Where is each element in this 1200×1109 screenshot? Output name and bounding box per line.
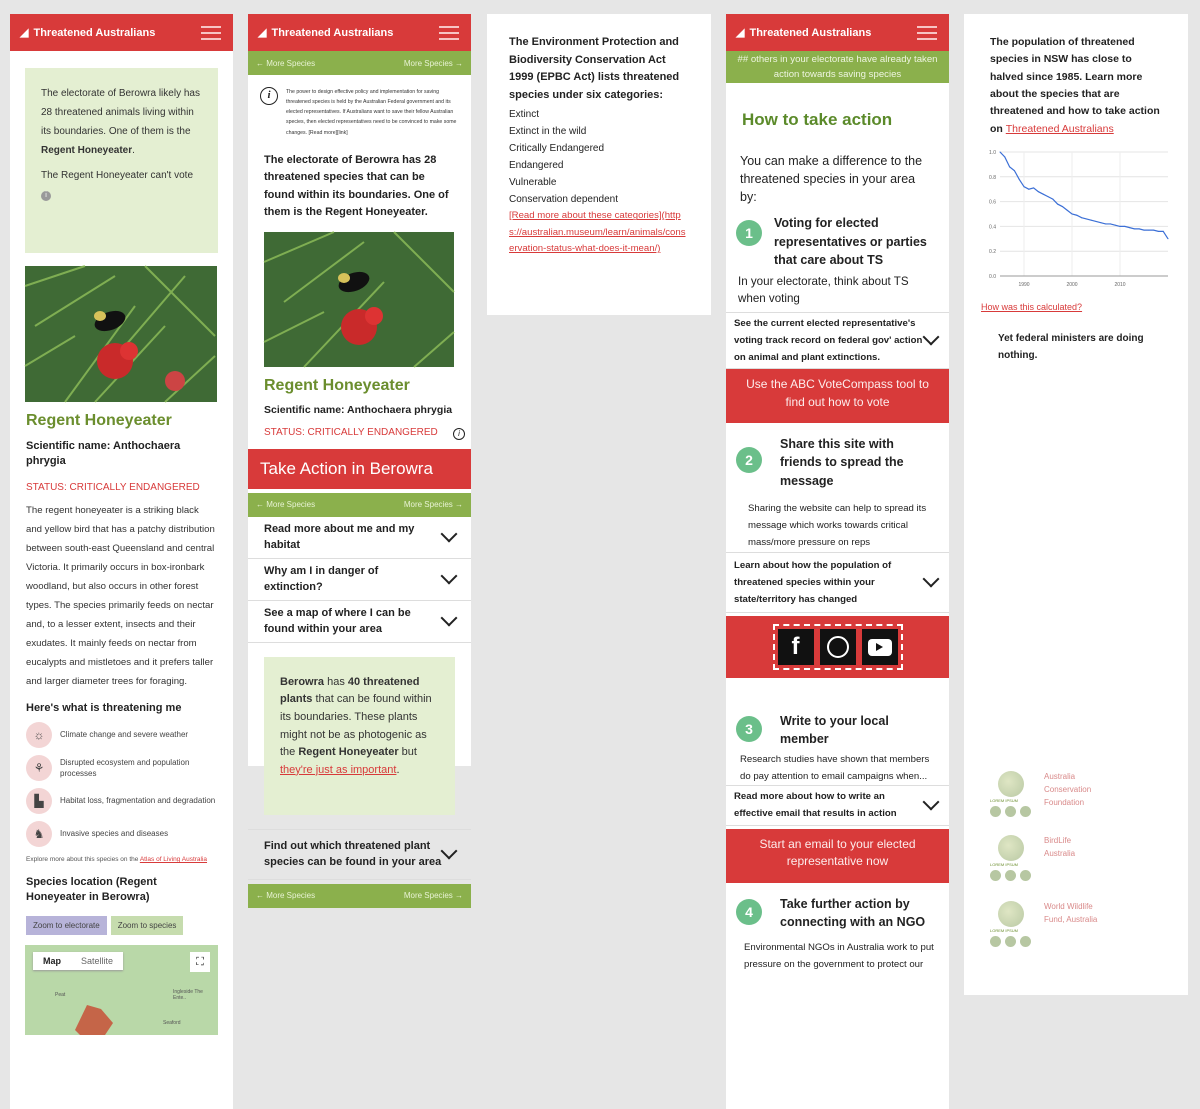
accordion-voting-record[interactable] bbox=[726, 312, 949, 370]
plants-link[interactable]: they're just as important bbox=[280, 763, 397, 776]
intro-text: The population of threatened species in NSW has close to halved since 1985. Learn more about the species that are threatened and how to take action on bbox=[990, 36, 1160, 135]
data-point bbox=[1153, 230, 1154, 231]
status-info-icon[interactable]: i bbox=[453, 428, 465, 440]
hamburger-menu-icon[interactable] bbox=[439, 26, 459, 40]
data-point bbox=[1009, 166, 1010, 167]
section-intro: You can make a difference to the threatened species in your area by: bbox=[740, 154, 923, 205]
data-point bbox=[1115, 225, 1116, 226]
step-title: Write to your local member bbox=[780, 714, 889, 747]
step-text: Sharing the website can help to spread its message which works towards critical mass/more pressure on reps bbox=[748, 502, 927, 549]
y-tick-label: 0.6 bbox=[989, 199, 996, 206]
data-point bbox=[1096, 221, 1097, 222]
next-species-link[interactable]: More Species → bbox=[403, 58, 463, 68]
data-point bbox=[1086, 218, 1087, 219]
data-point bbox=[1129, 227, 1130, 228]
category-item: Conservation dependent bbox=[509, 194, 618, 206]
data-point bbox=[1148, 230, 1149, 231]
accordion-email-tips[interactable] bbox=[726, 785, 949, 826]
data-point bbox=[1081, 217, 1082, 218]
top-bar bbox=[10, 14, 233, 51]
accordion-item[interactable] bbox=[248, 601, 471, 643]
explore-more bbox=[26, 855, 217, 865]
step-number: 4 bbox=[736, 899, 762, 925]
globe-icon bbox=[998, 771, 1024, 797]
data-point bbox=[1120, 226, 1121, 227]
plants-text: but bbox=[398, 746, 417, 759]
chevron-down-icon bbox=[923, 571, 940, 588]
logo-icon: ◢ bbox=[258, 27, 267, 39]
step-4 bbox=[726, 883, 949, 931]
action-count-banner: ## others in your electorate have already taken action towards saving species bbox=[726, 51, 949, 83]
data-point bbox=[1139, 228, 1140, 229]
status-badge: STATUS: CRITICALLY ENDANGERED bbox=[264, 426, 438, 438]
data-point bbox=[1134, 228, 1135, 229]
ngo-item[interactable] bbox=[988, 835, 1104, 891]
plants-count: 40 threatened plants bbox=[280, 675, 420, 706]
x-tick-label: 2010 bbox=[1114, 282, 1126, 288]
step-title: Voting for elected representatives or parties that care about TS bbox=[774, 216, 927, 267]
hamburger-menu-icon[interactable] bbox=[201, 26, 221, 40]
step-number: 3 bbox=[736, 716, 762, 742]
threat-label: Climate change and severe weather bbox=[60, 730, 189, 740]
y-tick-label: 0.8 bbox=[989, 174, 996, 181]
ngo-name[interactable]: World Wildlife Fund, Australia bbox=[1044, 902, 1098, 924]
threat-label: Habitat loss, fragmentation and degradation bbox=[60, 796, 216, 806]
species-nav bbox=[248, 884, 471, 908]
data-point bbox=[1076, 215, 1077, 216]
start-email-button[interactable]: Start an email to your elected representative now bbox=[726, 829, 949, 883]
fullscreen-icon[interactable]: ⛶ bbox=[190, 952, 210, 972]
categories-link[interactable]: [Read more about these categories](https://australian.museum/learn/animals/conservation-status-what-does-it-mean/) bbox=[509, 210, 686, 254]
ngo-logo bbox=[988, 901, 1032, 957]
step-title: Share this site with friends to spread the message bbox=[780, 437, 904, 488]
species-description: The regent honeyeater is a striking black and yellow bird that has a patchy distribution between south-east Queensland and central Victoria. It primarily occurs in box-ironbark woodland, but also occurs in other forest types. The species primarily feeds on nectar and, to a lesser extent, insects and their exudates. It mainly feeds on nectar from eucalypts and mistletoes and it prefers taller and larger diameter trees for foraging. bbox=[26, 504, 215, 687]
accordion-list bbox=[248, 517, 471, 643]
data-point bbox=[1100, 222, 1101, 223]
section-heading: How to take action bbox=[742, 110, 893, 129]
step-1 bbox=[726, 206, 949, 268]
step-3 bbox=[726, 678, 949, 748]
data-point bbox=[1019, 179, 1020, 180]
top-bar bbox=[726, 14, 949, 51]
threat-item bbox=[26, 821, 217, 847]
logo-icon: ◢ bbox=[20, 27, 29, 39]
app-title: Threatened Australians bbox=[271, 26, 394, 39]
ngo-list bbox=[988, 771, 1104, 967]
accordion-item[interactable] bbox=[248, 517, 471, 559]
share-bar bbox=[726, 616, 949, 678]
top-bar bbox=[248, 14, 471, 51]
plants-text: has bbox=[324, 675, 348, 688]
x-tick-label: 2000 bbox=[1066, 282, 1078, 288]
app-title: Threatened Australians bbox=[749, 26, 872, 39]
location-heading: Species location (Regent Honeyeater in Berowra) bbox=[26, 875, 157, 904]
data-point bbox=[1014, 170, 1015, 171]
electorate-name: Berowra bbox=[280, 675, 325, 688]
chevron-down-icon bbox=[441, 610, 458, 627]
logo-caption: LOREM IPSUM bbox=[990, 928, 1019, 933]
category-list bbox=[509, 106, 689, 208]
plants-end: . bbox=[396, 763, 400, 776]
threat-label: Invasive species and diseases bbox=[60, 829, 169, 839]
next-species-link[interactable]: More Species → bbox=[403, 500, 463, 510]
data-point bbox=[1072, 214, 1073, 215]
data-point bbox=[1067, 210, 1068, 211]
species-photo bbox=[25, 266, 217, 402]
category-item: Extinct bbox=[509, 109, 540, 121]
threat-item bbox=[26, 788, 217, 814]
youtube-icon[interactable] bbox=[862, 629, 898, 665]
accordion-population[interactable] bbox=[726, 552, 949, 614]
accordion-label: Read more about how to write an effective email that results in action bbox=[734, 791, 897, 820]
step-number: 2 bbox=[736, 447, 762, 473]
step-text: Research studies have shown that members do pay attention to email campaigns when... bbox=[740, 753, 930, 782]
step-text: Environmental NGOs in Australia work to put pressure on the government to protect our bbox=[744, 941, 934, 971]
prev-species-link[interactable]: ← More Species bbox=[256, 58, 316, 68]
category-item: Extinct in the wild bbox=[509, 126, 587, 138]
screen-how-to-act bbox=[726, 14, 949, 1109]
screen-population-trend bbox=[964, 14, 1188, 995]
threats-heading: Here's what is threatening me bbox=[26, 701, 182, 714]
data-point bbox=[1024, 186, 1025, 187]
explore-text: Explore more about this species on the bbox=[26, 856, 140, 864]
accordion-label: Why am I in danger of extinction? bbox=[264, 564, 379, 594]
status-badge: STATUS: CRITICALLY ENDANGERED bbox=[26, 481, 200, 493]
calculation-link[interactable]: How was this calculated? bbox=[981, 302, 1083, 312]
intro-species: Regent Honeyeater bbox=[41, 145, 133, 156]
data-point bbox=[1000, 152, 1001, 153]
data-point bbox=[1110, 223, 1111, 224]
brand[interactable] bbox=[736, 26, 871, 39]
logo-icon: ◢ bbox=[736, 27, 745, 39]
sun-icon: ☼ bbox=[26, 722, 52, 748]
logo-caption: LOREM IPSUM bbox=[990, 862, 1019, 867]
ngo-name[interactable]: Australia Conservation Foundation bbox=[1044, 772, 1092, 807]
data-point bbox=[1033, 187, 1034, 188]
hamburger-menu-icon[interactable] bbox=[917, 26, 937, 40]
species-nav bbox=[248, 51, 471, 75]
scientific-name: Scientific name: Anthochaera phrygia bbox=[26, 440, 181, 468]
accordion-plants[interactable] bbox=[248, 829, 471, 880]
data-point bbox=[1163, 231, 1164, 232]
data-point bbox=[1158, 231, 1159, 232]
step-number: 1 bbox=[736, 220, 762, 246]
logo-caption: LOREM IPSUM bbox=[990, 798, 1019, 803]
data-point bbox=[1144, 230, 1145, 231]
data-point bbox=[1048, 196, 1049, 197]
ngo-item[interactable] bbox=[988, 901, 1104, 957]
scientific-name: Scientific name: Anthochaera phrygia bbox=[264, 404, 453, 417]
population-intro bbox=[964, 14, 1188, 138]
bulldozer-icon: ▙ bbox=[26, 788, 52, 814]
threat-item bbox=[26, 755, 217, 781]
y-tick-label: 0.4 bbox=[989, 224, 996, 231]
step-text: In your electorate, think about TS when voting bbox=[738, 274, 909, 306]
votecompass-button[interactable]: Use the ABC VoteCompass tool to find out how to vote bbox=[726, 369, 949, 423]
data-point bbox=[1124, 226, 1125, 227]
data-point bbox=[1038, 191, 1039, 192]
globe-icon bbox=[998, 901, 1024, 927]
accordion-label: Read more about me and my habitat bbox=[264, 522, 415, 552]
intro-end: . bbox=[132, 145, 135, 156]
ngo-item[interactable] bbox=[988, 771, 1104, 827]
vote-note: The Regent Honeyeater can't vote bbox=[41, 170, 194, 181]
ministers-statement: Yet federal ministers are doing nothing. bbox=[998, 333, 1144, 361]
category-item: Critically Endangered bbox=[509, 143, 605, 155]
y-tick-label: 0.2 bbox=[989, 249, 996, 256]
data-point bbox=[1004, 156, 1005, 157]
accordion-label: See a map of where I can be found within your area bbox=[264, 606, 411, 636]
data-point bbox=[1028, 189, 1029, 190]
electorate-intro-box bbox=[25, 68, 218, 253]
electorate-headline: The electorate of Berowra has 28 threatened species that can be found within its boundaries. One of them is the Regent Honeyeater. bbox=[264, 153, 449, 219]
series-line bbox=[1000, 152, 1168, 239]
map-label: Seaford bbox=[163, 1019, 181, 1026]
globe-icon bbox=[998, 835, 1024, 861]
map-tab[interactable]: Map bbox=[43, 955, 61, 966]
category-item: Endangered bbox=[509, 160, 564, 172]
app-title: Threatened Australians bbox=[33, 26, 156, 39]
accordion-label: See the current elected representative's voting track record on federal gov' action on animal and plant extinctions. bbox=[734, 317, 923, 364]
species-name: Regent Honeyeater bbox=[264, 377, 410, 395]
threatened-australians-link[interactable]: Threatened Australians bbox=[1005, 122, 1114, 135]
screen-species-overview bbox=[248, 14, 471, 901]
threat-label: Disrupted ecosystem and population processes bbox=[60, 757, 190, 779]
chevron-down-icon bbox=[923, 794, 940, 811]
accordion-label: Learn about how the population of threatened species within your state/territory has changed bbox=[734, 559, 892, 606]
accordion-label: Find out which threatened plant species can be found in your area bbox=[264, 839, 442, 869]
threat-item bbox=[26, 722, 217, 748]
prev-species-link[interactable]: ← More Species bbox=[256, 500, 316, 510]
take-action-banner[interactable]: Take Action in Berowra bbox=[248, 449, 471, 489]
chevron-down-icon bbox=[441, 568, 458, 585]
facebook-icon[interactable]: f bbox=[778, 629, 814, 665]
ngo-logo bbox=[988, 771, 1032, 827]
species-nav bbox=[248, 493, 471, 517]
step-title: Take further action by connecting with an NGO bbox=[780, 896, 926, 929]
ngo-name[interactable]: BirdLife Australia bbox=[1044, 836, 1076, 858]
data-point bbox=[1052, 199, 1053, 200]
accordion-item[interactable] bbox=[248, 559, 471, 601]
threat-list bbox=[26, 722, 217, 847]
policy-info: The power to design effective policy and implementation for saving threatened species is held by the Australian Federal government and its elected representatives. If Australians want to save their fellow Australian species, then elected representatives need to be convinced to make some changes. [Read more][link] bbox=[286, 89, 457, 136]
plants-species: Regent Honeyeater bbox=[298, 746, 399, 759]
chevron-down-icon bbox=[923, 329, 940, 346]
plants-text: that can be found within its boundaries. These plants might not be as photogenic as the bbox=[280, 693, 432, 759]
atlas-link[interactable]: Atlas of Living Australia bbox=[139, 856, 208, 864]
step-2 bbox=[726, 423, 949, 489]
population-line-chart bbox=[978, 144, 1178, 294]
whatsapp-icon[interactable] bbox=[820, 629, 856, 665]
cat-icon: ♞ bbox=[26, 821, 52, 847]
category-item: Vulnerable bbox=[509, 177, 557, 189]
info-icon[interactable]: i bbox=[41, 191, 51, 201]
plants-box bbox=[264, 657, 455, 815]
satellite-tab[interactable]: Satellite bbox=[81, 955, 114, 966]
ngo-logo bbox=[988, 835, 1032, 891]
epbc-intro: The Environment Protection and Biodiversity Conservation Act 1999 (EPBC Act) lists threatened species under six categories: bbox=[509, 36, 680, 101]
species-name: Regent Honeyeater bbox=[26, 412, 172, 429]
next-species-link[interactable]: More Species → bbox=[403, 891, 463, 901]
zoom-electorate-button[interactable]: Zoom to electorate bbox=[26, 916, 107, 935]
chevron-down-icon bbox=[441, 526, 458, 543]
zoom-species-button[interactable]: Zoom to species bbox=[111, 916, 184, 935]
data-point bbox=[1057, 204, 1058, 205]
screen-species-profile bbox=[10, 14, 233, 1109]
info-icon[interactable]: i bbox=[260, 87, 278, 105]
chevron-down-icon bbox=[441, 843, 458, 860]
data-point bbox=[1062, 206, 1063, 207]
x-tick-label: 1990 bbox=[1018, 282, 1030, 288]
species-photo bbox=[264, 232, 454, 367]
data-point bbox=[1168, 238, 1169, 239]
electorate-region bbox=[75, 1005, 113, 1035]
data-point bbox=[1091, 220, 1092, 221]
brand[interactable] bbox=[20, 26, 155, 39]
brand[interactable] bbox=[258, 26, 393, 39]
map-label: Ingleside The Ente.. bbox=[173, 988, 203, 1001]
y-tick-label: 0.0 bbox=[989, 274, 996, 280]
map-label: Peat bbox=[55, 991, 66, 998]
y-tick-label: 1.0 bbox=[989, 150, 996, 156]
intro-text: The electorate of Berowra likely has 28 threatened animals living within its boundaries. One of them is the bbox=[41, 88, 200, 137]
ecosystem-icon: ⚘ bbox=[26, 755, 52, 781]
data-point bbox=[1043, 194, 1044, 195]
screen-epbc-categories bbox=[487, 14, 711, 315]
prev-species-link[interactable]: ← More Species bbox=[256, 891, 316, 901]
species-map[interactable] bbox=[25, 945, 218, 1035]
data-point bbox=[1105, 223, 1106, 224]
